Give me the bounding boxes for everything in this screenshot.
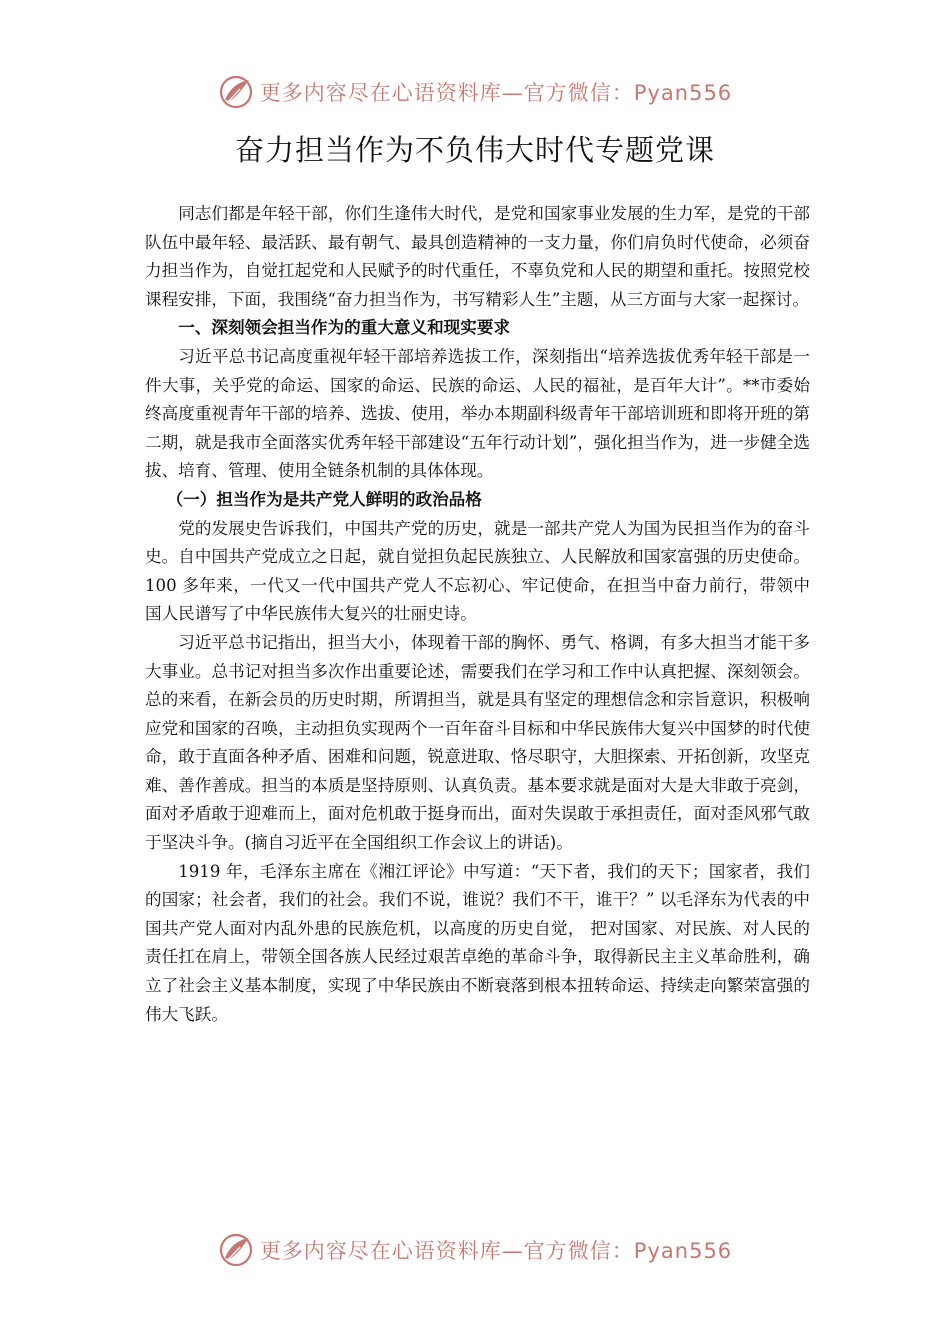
header-watermark-text: 更多内容尽在心语资料库—官方微信：Pyan556 <box>259 81 733 105</box>
footer-watermark-text: 更多内容尽在心语资料库—官方微信：Pyan556 <box>259 1239 733 1263</box>
footer-watermark-banner <box>0 1228 950 1272</box>
header-watermark-banner <box>0 70 950 114</box>
subsection-heading: （一）担当作为是共产党人鲜明的政治品格 <box>166 489 482 509</box>
body-paragraph: 同志们都是年轻干部，你们生逢伟大时代，是党和国家事业发展的生力军，是党的干部队伍中最年轻、最活跃、最有朝气、最具创造精神的一支力量，你们肩负时代使命，必须奋力担当作为，自觉扛起党和人民赋予的时代重任，不辜负党和人民的期望和重托。按照党校课程安排，下面，我围绕“奋力担当作为，书写精彩人生”主题，从三方面与大家一起探讨。 <box>145 204 810 309</box>
document-title: 奋力担当作为不负伟大时代专题党课 <box>234 133 715 167</box>
leaf-logo-icon <box>218 74 254 110</box>
leaf-logo-icon <box>218 1232 254 1268</box>
body-paragraph: 习近平总书记高度重视年轻干部培养选拔工作，深刻指出“培养选拔优秀年轻干部是一件大事，关乎党的命运、国家的命运、民族的命运、人民的福祉，是百年大计”。**市委始终高度重视青年干部的培养、选拔、使用，举办本期副科级青年干部培训班和即将开班的第二期，就是我市全面落实优秀年轻干部建设“五年行动计划”，强化担当作为，进一步健全选拔、培育、管理、使用全链条机制的具体体现。 <box>145 346 810 481</box>
document-body <box>145 200 810 1029</box>
body-paragraph: 1919 年，毛泽东主席在《湘江评论》中写道：“天下者，我们的天下；国家者，我们的国家；社会者，我们的社会。我们不说，谁说？我们不干，谁干？” 以毛泽东为代表的中国共产党人面对内乱外患的民族危机，以高度的历史自觉， 把对国家、对民族、对人民的责任扛在肩上，带领全国各族人民经过艰苦卓绝的革命斗争，取得新民主主义革命胜利，确立了社会主义基本制度，实现了中华民族由不断衰落到根本扭转命运、持续走向繁荣富强的伟大飞跃。 <box>145 861 810 1024</box>
body-paragraph: 党的发展史告诉我们，中国共产党的历史，就是一部共产党人为国为民担当作为的奋斗史。自中国共产党成立之日起，就自觉担负起民族独立、人民解放和国家富强的历史使命。100 多年来，一代又一代中国共产党人不忘初心、牢记使命，在担当中奋力前行，带领中国人民谱写了中华民族伟大复兴的壮丽史诗。 <box>145 518 810 624</box>
body-paragraph: 习近平总书记指出，担当大小，体现着干部的胸怀、勇气、格调，有多大担当才能干多大事业。总书记对担当多次作出重要论述，需要我们在学习和工作中认真把握、深刻领会。总的来看，在新会员的历史时期，所谓担当，就是具有坚定的理想信念和宗旨意识，积极响应党和国家的召唤，主动担负实现两个一百年奋斗目标和中华民族伟大复兴中国梦的时代使命，敢于直面各种矛盾、困难和问题，锐意进取、恪尽职守，大胆探索、开拓创新，攻坚克难、善作善成。担当的本质是坚持原则、认真负责。基本要求就是面对大是大非敢于亮剑，面对矛盾敢于迎难而上，面对危机敢于挺身而出，面对失误敢于承担责任，面对歪风邪气敢于坚决斗争。(摘自习近平在全国组织工作会议上的讲话)。 <box>145 632 810 853</box>
section-heading: 一、深刻领会担当作为的重大意义和现实要求 <box>178 318 511 338</box>
